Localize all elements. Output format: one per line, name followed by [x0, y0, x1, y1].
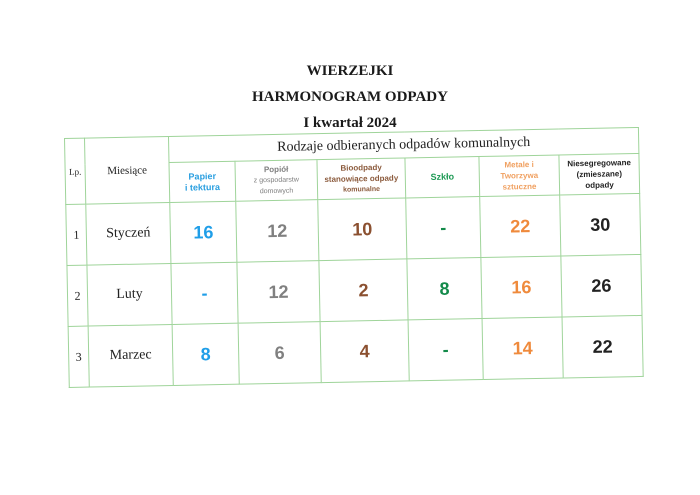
cell-mixed: 26	[561, 254, 642, 317]
col-header-bio-line1: Bioodpady	[340, 162, 382, 173]
title-village: WIERZEJKI	[306, 63, 394, 79]
table-row	[66, 193, 641, 265]
cell-bio: 4	[320, 320, 409, 383]
row-month: Luty	[87, 263, 172, 326]
row-month: Styczeń	[86, 202, 171, 265]
col-header-metal	[479, 155, 560, 197]
row-number: 1	[66, 204, 87, 265]
col-header-bio-line3: komunalne	[343, 185, 381, 194]
col-header-mixed-line1: Niesegregowane	[567, 158, 631, 169]
cell-paper: 8	[172, 323, 239, 385]
cell-glass: 8	[407, 258, 482, 320]
cell-paper: -	[171, 262, 238, 324]
col-header-bio-line2: stanowiące odpady	[324, 173, 399, 185]
col-header-metal-line1: Metale i	[504, 159, 534, 170]
schedule-table	[64, 127, 644, 388]
cell-metal: 14	[482, 317, 563, 380]
title-quarter: I kwartał 2024	[303, 115, 397, 131]
col-header-ash-line1: Popiół	[263, 164, 289, 175]
col-header-glass-line1: Szkło	[430, 171, 455, 182]
col-header-mixed	[559, 153, 640, 195]
col-header-ash-line3: domowych	[259, 187, 294, 196]
col-header-ash	[235, 160, 318, 202]
schedule-sheet	[64, 127, 643, 388]
col-header-mixed-line3: odpady	[585, 180, 614, 191]
cell-glass: -	[408, 319, 483, 381]
document-title	[0, 58, 700, 136]
cell-bio: 2	[319, 259, 408, 322]
cell-ash: 12	[237, 261, 320, 324]
cell-ash: 12	[236, 200, 319, 263]
row-number: 2	[67, 265, 88, 326]
month-header: Miesiące	[85, 136, 170, 204]
cell-glass: -	[406, 197, 481, 259]
cell-mixed: 30	[560, 193, 641, 256]
col-header-paper-line1: Papier	[188, 170, 217, 182]
col-header-metal-line3: sztuczne	[502, 181, 537, 192]
table-row	[67, 254, 642, 326]
row-number: 3	[68, 326, 89, 387]
cell-paper: 16	[170, 201, 237, 263]
col-header-bio	[317, 158, 406, 200]
lp-header: Lp.	[65, 138, 86, 204]
col-header-paper-line2: i tektura	[184, 181, 221, 193]
cell-mixed: 22	[562, 315, 643, 378]
cell-ash: 6	[238, 322, 321, 385]
cell-metal: 22	[480, 195, 561, 258]
col-header-glass	[405, 157, 480, 198]
col-header-paper	[169, 161, 236, 202]
cell-bio: 10	[318, 198, 407, 261]
col-header-metal-line2: Tworzywa	[500, 170, 539, 181]
col-header-mixed-line2: (zmieszane)	[576, 169, 623, 180]
col-header-ash-line2: z gospodarstw	[253, 176, 299, 185]
waste-types-header: Rodzaje odbieranych odpadów komunalnych	[168, 127, 638, 162]
row-month: Marzec	[88, 324, 173, 387]
title-schedule: HARMONOGRAM ODPADY	[252, 89, 448, 105]
cell-metal: 16	[481, 256, 562, 319]
table-row	[68, 315, 643, 387]
